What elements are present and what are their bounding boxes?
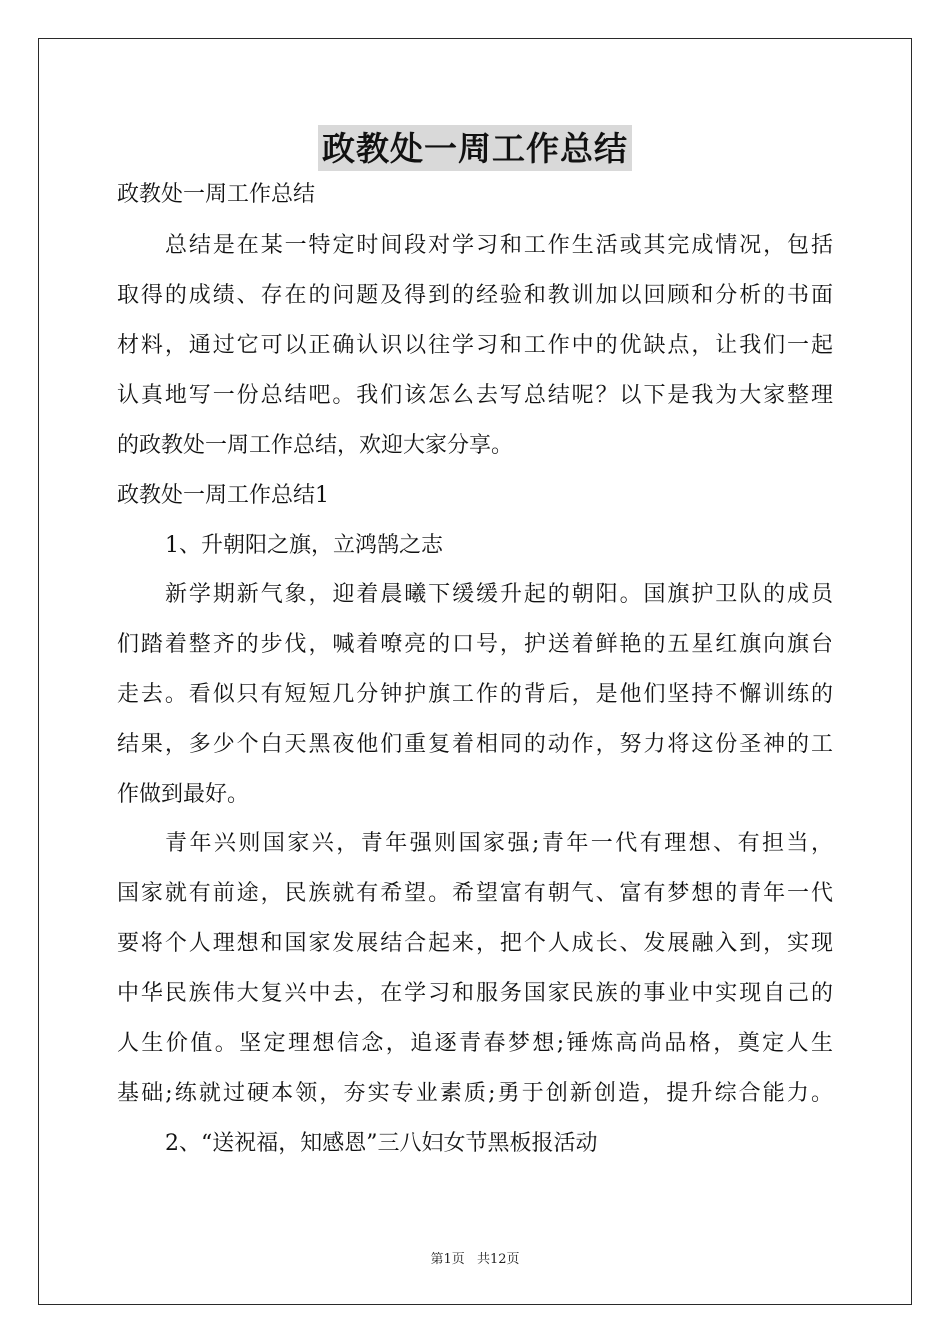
paragraph-line: 材料，通过它可以正确认识以往学习和工作中的优缺点，让我们一起 [117,333,833,358]
paragraph-line: 取得的成绩、存在的问题及得到的经验和教训加以回顾和分析的书面 [117,283,833,308]
page-footer [0,1248,950,1267]
paragraph-line: 要将个人理想和国家发展结合起来，把个人成长、发展融入到，实现 [117,931,833,956]
paragraph-line: 中华民族伟大复兴中去，在学习和服务国家民族的事业中实现自己的 [117,981,833,1006]
paragraph-line: 总结是在某一特定时间段对学习和工作生活或其完成情况，包括 [165,233,833,258]
paragraph-line: 新学期新气象，迎着晨曦下缓缓升起的朝阳。国旗护卫队的成员 [165,582,833,607]
paragraph-line: 结果，多少个白天黑夜他们重复着相同的动作，努力将这份圣神的工 [117,732,833,757]
paragraph-line: 走去。看似只有短短几分钟护旗工作的背后，是他们坚持不懈训练的 [117,682,833,707]
title-container [0,125,950,171]
paragraph-line: 基础;练就过硬本领，夯实专业素质;勇于创新创造，提升综合能力。 [117,1081,833,1106]
page-total: 共12页 [476,1252,520,1267]
paragraph-line: 青年兴则国家兴，青年强则国家强;青年一代有理想、有担当， [165,831,833,856]
subtitle-line: 政教处一周工作总结 [117,182,316,207]
subsection-heading: 2、“送祝福，知感恩”三八妇女节黑板报活动 [165,1131,598,1156]
paragraph-line: 们踏着整齐的步伐，喊着嘹亮的口号，护送着鲜艳的五星红旗向旗台 [117,632,833,657]
document-title: 政教处一周工作总结 [318,125,632,171]
section-heading: 政教处一周工作总结1 [117,483,329,508]
paragraph-line: 作做到最好。 [117,782,250,807]
paragraph-line: 的政教处一周工作总结，欢迎大家分享。 [117,433,514,458]
page-number: 第1页 [430,1252,465,1267]
paragraph-line: 国家就有前途，民族就有希望。希望富有朝气、富有梦想的青年一代 [117,881,833,906]
subsection-heading: 1、升朝阳之旗，立鸿鹄之志 [165,533,443,558]
paragraph-line: 人生价值。坚定理想信念，追逐青春梦想;锤炼高尚品格，奠定人生 [117,1031,833,1056]
paragraph-line: 认真地写一份总结吧。我们该怎么去写总结呢？以下是我为大家整理 [117,383,833,408]
